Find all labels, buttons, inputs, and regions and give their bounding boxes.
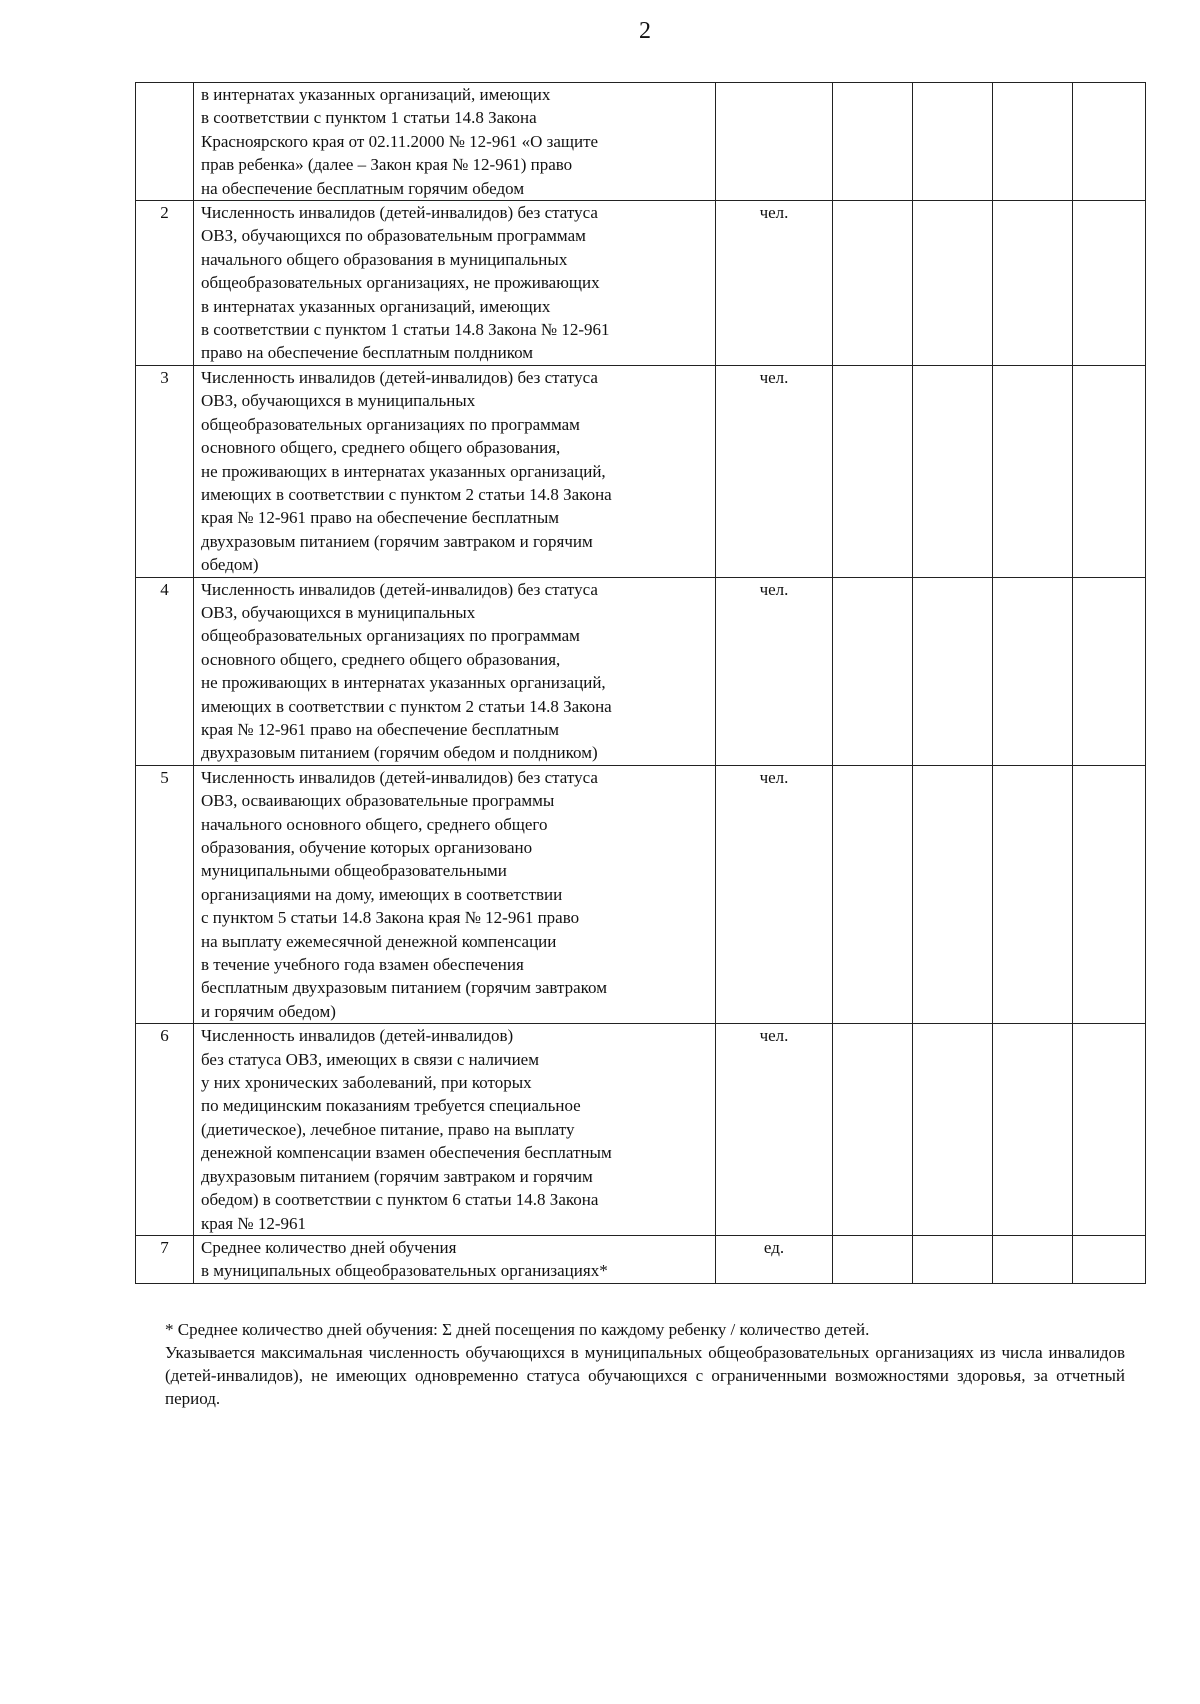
indicator-text-line: двухразовым питанием (горячим завтраком и горячим — [201, 1166, 593, 1186]
indicator-cell — [194, 365, 716, 577]
indicator-text-line: в соответствии с пунктом 1 статьи 14.8 Закона — [201, 108, 537, 128]
table-row — [136, 577, 1146, 765]
table-row — [136, 83, 1146, 201]
indicator-text-line: края № 12-961 право на обеспечение бесплатным — [201, 719, 560, 739]
row-number: 6 — [160, 1026, 169, 1046]
value-cell — [913, 577, 993, 765]
indicator-text-line: общеобразовательных организациях по программам — [201, 414, 580, 434]
report-table — [135, 82, 1146, 1284]
indicator-text-line: у них хронических заболеваний, при которых — [201, 1073, 532, 1093]
indicator-cell — [194, 201, 716, 366]
table-body — [136, 83, 1146, 1284]
indicator-text-line: в соответствии с пунктом 1 статьи 14.8 Закона № 12-961 — [201, 320, 610, 340]
indicator-text-line: и горячим обедом) — [201, 1001, 336, 1021]
value-cell — [913, 83, 993, 201]
indicator-text-line: прав ребенка» (далее – Закон края № 12-961) право — [201, 155, 573, 175]
indicator-text-line: ОВЗ, обучающихся в муниципальных — [201, 391, 476, 411]
value-cell — [993, 1024, 1073, 1236]
indicator-text-line: Численность инвалидов (детей-инвалидов) без статуса — [201, 203, 598, 223]
unit-cell — [716, 765, 833, 1023]
indicator-text-line: общеобразовательных организациях по программам — [201, 626, 580, 646]
unit-cell — [716, 83, 833, 201]
unit-label: чел. — [759, 367, 789, 387]
indicator-text-line: Численность инвалидов (детей-инвалидов) без статуса — [201, 367, 598, 387]
indicator-text-line: основного общего, среднего общего образования, — [201, 438, 561, 458]
value-cell — [913, 765, 993, 1023]
indicator-text-line: в интернатах указанных организаций, имеющих — [201, 296, 551, 316]
value-cell — [833, 365, 913, 577]
indicator-text-line: начального общего образования в муниципальных — [201, 249, 568, 269]
row-number: 2 — [160, 203, 169, 223]
indicator-text-line: бесплатным двухразовым питанием (горячим завтраком — [201, 978, 607, 998]
indicator-text-line: в муниципальных общеобразовательных организациях* — [201, 1261, 608, 1281]
unit-label: чел. — [759, 1026, 789, 1046]
table-row — [136, 1024, 1146, 1236]
footnote-average-days: * Среднее количество дней обучения: Σ дней посещения по каждому ребенку / количество детей. — [165, 1320, 870, 1339]
indicator-text-line: с пунктом 5 статьи 14.8 Закона края № 12-961 право — [201, 908, 580, 928]
indicator-text-line: в интернатах указанных организаций, имеющих — [201, 85, 551, 104]
unit-cell — [716, 1235, 833, 1283]
indicator-text-line: Численность инвалидов (детей-инвалидов) без статуса — [201, 579, 598, 599]
value-cell — [1073, 765, 1146, 1023]
indicator-text-line: образования, обучение которых организовано — [201, 838, 533, 857]
value-cell — [1073, 201, 1146, 366]
indicator-text-line: Красноярского края от 02.11.2000 № 12-961 «О защите — [201, 131, 599, 151]
value-cell — [913, 365, 993, 577]
value-cell — [993, 765, 1073, 1023]
indicator-text-line: не проживающих в интернатах указанных организаций, — [201, 461, 606, 481]
indicator-text-line: начального основного общего, среднего общего — [201, 814, 548, 834]
row-number: 5 — [160, 767, 169, 787]
indicator-text-line: право на обеспечение бесплатным полдником — [201, 343, 534, 363]
indicator-text-line: ОВЗ, осваивающих образовательные программы — [201, 791, 555, 811]
indicator-text-line: общеобразовательных организациях, не проживающих — [201, 273, 600, 293]
indicator-text-line: имеющих в соответствии с пунктом 2 статьи 14.8 Закона — [201, 696, 612, 716]
indicator-text-line: обедом) — [201, 555, 259, 575]
indicator-text-line: Среднее количество дней обучения — [201, 1237, 457, 1257]
table-row — [136, 765, 1146, 1023]
row-number-cell — [136, 1235, 194, 1283]
row-number: 7 — [160, 1237, 169, 1257]
unit-cell — [716, 1024, 833, 1236]
indicator-text-line: края № 12-961 право на обеспечение бесплатным — [201, 508, 560, 528]
indicator-text-line: двухразовым питанием (горячим обедом и полдником) — [201, 743, 598, 763]
indicator-text-line: денежной компенсации взамен обеспечения бесплатным — [201, 1143, 612, 1163]
value-cell — [993, 365, 1073, 577]
row-number-cell — [136, 577, 194, 765]
row-number: 3 — [160, 367, 169, 387]
row-number-cell — [136, 83, 194, 201]
indicator-text-line: имеющих в соответствии с пунктом 2 статьи 14.8 Закона — [201, 484, 612, 504]
value-cell — [1073, 1024, 1146, 1236]
indicator-text-line: организациями на дому, имеющих в соответствии — [201, 884, 563, 904]
indicator-text-line: ОВЗ, обучающихся по образовательным программам — [201, 226, 586, 246]
footnote-explanation: Указывается максимальная численность обучающихся в муниципальных общеобразовательных организациях из числа инвалидов (детей-инвалидов), не имеющих одновременно статуса обучающихся с ограниченными возможностями здоровья, за отчетный период. — [165, 1343, 1125, 1408]
row-number-cell — [136, 765, 194, 1023]
indicator-text-line: муниципальными общеобразовательными — [201, 861, 507, 881]
indicator-text-line: обедом) в соответствии с пунктом 6 статьи 14.8 Закона — [201, 1190, 599, 1210]
indicator-text-line: (диетическое), лечебное питание, право на выплату — [201, 1119, 575, 1139]
value-cell — [913, 1024, 993, 1236]
value-cell — [993, 83, 1073, 201]
value-cell — [1073, 577, 1146, 765]
unit-label: чел. — [759, 767, 789, 787]
value-cell — [833, 1235, 913, 1283]
table-row — [136, 201, 1146, 366]
value-cell — [993, 201, 1073, 366]
indicator-text-line: без статуса ОВЗ, имеющих в связи с наличием — [201, 1049, 539, 1069]
value-cell — [913, 1235, 993, 1283]
unit-label: ед. — [763, 1237, 785, 1257]
page-number: 2 — [639, 18, 651, 44]
value-cell — [833, 83, 913, 201]
indicator-text-line: ОВЗ, обучающихся в муниципальных — [201, 602, 476, 622]
indicator-text-line: не проживающих в интернатах указанных организаций, — [201, 673, 606, 693]
row-number-cell — [136, 365, 194, 577]
indicator-text-line: Численность инвалидов (детей-инвалидов) — [201, 1026, 514, 1046]
indicator-cell — [194, 83, 716, 201]
value-cell — [993, 1235, 1073, 1283]
indicator-cell — [194, 1235, 716, 1283]
indicator-text-line: основного общего, среднего общего образования, — [201, 649, 561, 669]
indicator-text-line: двухразовым питанием (горячим завтраком и горячим — [201, 531, 593, 551]
row-number-cell — [136, 1024, 194, 1236]
unit-cell — [716, 365, 833, 577]
indicator-cell — [194, 577, 716, 765]
value-cell — [1073, 83, 1146, 201]
unit-cell — [716, 201, 833, 366]
unit-cell — [716, 577, 833, 765]
row-number-cell — [136, 201, 194, 366]
value-cell — [833, 1024, 913, 1236]
value-cell — [1073, 1235, 1146, 1283]
value-cell — [1073, 365, 1146, 577]
indicator-text-line: края № 12-961 — [201, 1213, 307, 1233]
indicator-cell — [194, 1024, 716, 1236]
table-row — [136, 1235, 1146, 1283]
indicator-cell — [194, 765, 716, 1023]
value-cell — [833, 765, 913, 1023]
value-cell — [913, 201, 993, 366]
indicator-text-line: в течение учебного года взамен обеспечения — [201, 955, 524, 975]
indicator-text-line: по медицинским показаниям требуется специальное — [201, 1096, 581, 1116]
footnote — [165, 1318, 1125, 1410]
value-cell — [833, 577, 913, 765]
indicator-text-line: на выплату ежемесячной денежной компенсации — [201, 931, 557, 951]
table-row — [136, 365, 1146, 577]
indicator-text-line: Численность инвалидов (детей-инвалидов) без статуса — [201, 767, 598, 787]
indicator-text-line: на обеспечение бесплатным горячим обедом — [201, 178, 525, 198]
row-number: 4 — [160, 579, 169, 599]
unit-label: чел. — [759, 579, 789, 599]
value-cell — [993, 577, 1073, 765]
value-cell — [833, 201, 913, 366]
unit-label: чел. — [759, 203, 789, 223]
